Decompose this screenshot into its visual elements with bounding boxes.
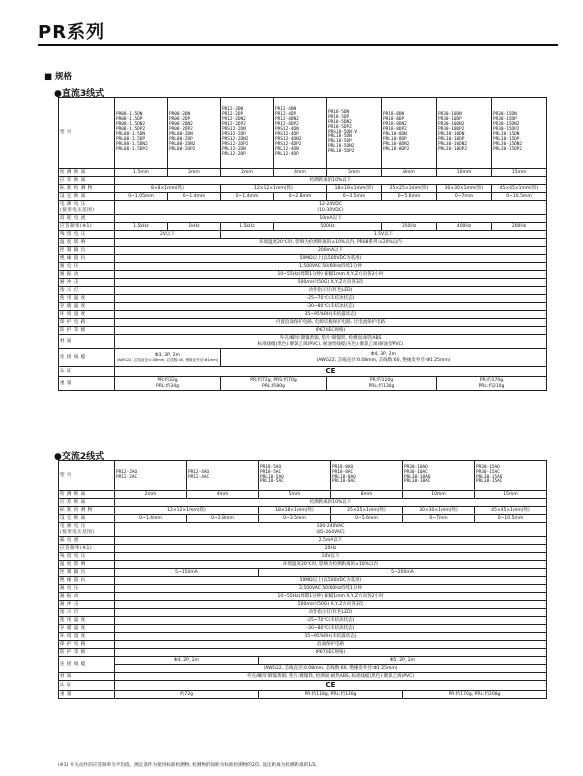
model-number: PR18-8AC — [332, 469, 354, 475]
cell: 0~1.4mm — [115, 515, 187, 523]
ac-model-cell — [403, 461, 475, 491]
cell: 10mm — [437, 169, 492, 177]
row-label-sub: (使用电压范围) — [60, 529, 95, 535]
cell: 25×25×1mm(铁) — [382, 185, 437, 193]
cell: -30~80℃(未结冰状态) — [115, 625, 547, 633]
model-number: PRL08-1.5DP2 — [116, 146, 148, 152]
model-number: PRL18-8DN — [383, 132, 407, 137]
cell-line: 100-240VAC — [316, 524, 345, 530]
row-label: 残 留 电 压 — [59, 553, 115, 561]
row-label: 应答频率(※1) — [59, 223, 115, 231]
cell: 4mm — [274, 169, 327, 177]
model-number: PR18-8DN2 — [383, 122, 407, 128]
row-label: 温 度 影 响 — [59, 239, 115, 247]
row-label: 认 证 — [59, 681, 115, 691]
cell: 0~5.6mm — [331, 515, 403, 523]
cell: 1.5kHz — [221, 223, 274, 231]
row-label: 设 定 距 离 — [59, 193, 115, 201]
cell: 30×30×1mm(铁) — [403, 507, 475, 515]
cell: PR:约170g, PRL:约208g — [403, 691, 547, 699]
model-number: PRL18-5DN — [328, 134, 352, 140]
cell-line: Φ3, 3P, 2m — [155, 352, 180, 358]
model-number: PR12-2DP — [222, 112, 244, 118]
row-label: 环 境 湿 度 — [59, 311, 115, 319]
ac-section-heading: ●交流2线式 — [54, 452, 105, 462]
row-label: 材 质 — [59, 673, 115, 681]
cell-line: (AWG22, 芯线直径:0.08mm, 芯线数:40, 绝缘皮外径:Φ1mm) — [116, 358, 219, 363]
dc-section-heading: ●直流3线式 — [54, 89, 105, 99]
cell: 10mm — [403, 491, 475, 499]
model-number: PR30-15AO — [476, 464, 500, 470]
row-label: 耐 冲 击 — [59, 279, 115, 287]
model-number: PRL18-5DP — [328, 139, 352, 145]
row-label: 使 用 温 度 — [59, 295, 115, 303]
model-number: PRS12-4DP — [275, 132, 299, 137]
cell: 20Hz — [115, 545, 547, 553]
model-number: PR30-10DP — [438, 117, 462, 123]
row-label: 绝 缘 阻 抗 — [59, 255, 115, 263]
model-number: PR12-4AC — [188, 474, 210, 480]
dc-spec-table — [58, 97, 547, 391]
cell-line: Φ4, 3P, 2m — [371, 352, 396, 358]
cell: 环境温度20℃时, 影响为检测距离的±10%以内 — [115, 561, 547, 569]
cell-line: (85-264VAC) — [316, 529, 345, 535]
model-number: PR30-15DN — [493, 112, 517, 118]
cell: 50MΩ以上(以500VDC为基准) — [115, 255, 547, 263]
cell-line: PR:约32g — [157, 378, 178, 384]
model-number: PRL18-8AO — [332, 474, 356, 480]
cell-line: PRL:约80g — [262, 383, 285, 389]
cell: 35~95%RH(未结露状态) — [115, 633, 547, 641]
cell-line: PRL:约130g — [368, 383, 395, 389]
model-number: PR12-2DN — [222, 107, 244, 113]
footnote: (※1) 开关动作的应答频率为平均值。测定条件为使用标准检测物, 检测物的间距为标准检测物的2倍, 设定距离为检测距离的1/2。 — [58, 763, 321, 768]
model-number: PR18-5AO — [260, 464, 282, 470]
cell — [327, 377, 437, 391]
cell: 外壳/螺母:镀镍黄铜, 垫片:镀镍铁, 检测面:耐热ABS, 标准线缆(黑色):聚氯乙烯(PVC) — [115, 673, 547, 681]
cell: -30~80℃(未结冰状态) — [115, 303, 547, 311]
cell: 2V以下 — [115, 231, 221, 239]
model-number: PRS12-4DN — [275, 127, 299, 133]
model-number: PR30-15DP — [493, 117, 517, 123]
cell: 0~2.8mm — [187, 515, 259, 523]
model-number: PRL18-8DP — [383, 136, 407, 142]
cell: 5mm — [327, 169, 382, 177]
row-label: 防 护 等 级 — [59, 649, 115, 657]
model-number: PRS12-2DN — [222, 127, 246, 133]
model-number: PR12-4DP — [275, 112, 297, 118]
model-number: PRL12-4DP — [275, 151, 299, 157]
model-number: PRL18-5AC — [260, 479, 284, 485]
model-number: PR12-2DP2 — [222, 122, 246, 128]
cell: 500Hz — [274, 223, 382, 231]
model-number: PR08-2DP — [169, 117, 191, 123]
model-number: PR30-10DN2 — [438, 122, 465, 128]
model-number: PR08-1.5DN — [116, 112, 143, 118]
model-number: PRL08-2DN — [169, 132, 193, 137]
row-label: 重 量 — [59, 377, 115, 391]
row-label: 耐 电 压 — [59, 263, 115, 271]
dc-model-cell — [327, 98, 382, 169]
cell: 12×12×1mm(铁) — [115, 507, 259, 515]
row-label: 使 用 温 度 — [59, 617, 115, 625]
row-label: 耐 电 压 — [59, 585, 115, 593]
spec-heading: ■ 规格 — [44, 72, 72, 82]
dc-model-cell — [274, 98, 327, 169]
dc-model-cell — [168, 98, 221, 169]
cell: 30×30×1mm(铁) — [437, 185, 492, 193]
cell: 45×45×1mm(铁) — [492, 185, 547, 193]
row-label: 存 储 温 度 — [59, 303, 115, 311]
row-label: 消 耗 电 流 — [59, 215, 115, 223]
cell: (AWG22, 芯线直径:0.08mm, 芯线数:60, 绝缘皮外径:Φ1.25mm) — [115, 665, 547, 673]
ac-model-cell — [475, 461, 547, 491]
cell: 4mm — [187, 491, 259, 499]
cell: 2.5mA以下 — [115, 537, 547, 545]
cell: 2mm — [115, 491, 187, 499]
model-number: PRL30-15DP2 — [493, 146, 523, 152]
model-number: PRL08-1.5DP — [116, 136, 146, 142]
row-label: 保 护 电 路 — [59, 641, 115, 649]
dc-model-label: 型 号 — [59, 98, 115, 169]
row-label: 标 准 检 测 物 — [59, 185, 115, 193]
cell-line: 标准线缆(黑色):聚氯乙烯(PVC), 耐油型线缆(灰色):聚氯乙烯(耐油型PVC) — [257, 341, 404, 347]
cell: 内置浪涌保护电路, 电源反极保护电路, 过电流保护电路 — [115, 319, 547, 327]
dc-model-cell — [221, 98, 274, 169]
model-number: PR12-4AO — [188, 469, 210, 475]
cell: 200mA以下 — [115, 247, 547, 255]
model-number: PR08-1.5DN2 — [116, 122, 146, 128]
row-label: 材 质 — [59, 335, 115, 349]
cell: 0~7mm — [437, 193, 492, 201]
model-number: PRS12-2DN2 — [222, 136, 249, 142]
cell: 18×18×1mm(铁) — [259, 507, 331, 515]
title-divider — [38, 44, 558, 46]
cell: 1kHz — [168, 223, 221, 231]
model-number: PR08-2DN — [169, 112, 191, 118]
cell: PR:约118g, PRL:约130g — [259, 691, 403, 699]
cell: 2mm — [221, 169, 274, 177]
model-number: PR08-2DP2 — [169, 127, 193, 133]
ac-model-cell — [187, 461, 259, 491]
row-label: 控 制 输 出 — [59, 247, 115, 255]
ce-mark-icon: CE — [115, 681, 547, 691]
cell: 50MΩ以上(以500VDC为基准) — [115, 577, 547, 585]
row-label: 存 储 温 度 — [59, 625, 115, 633]
cell: 0~7mm — [403, 515, 475, 523]
model-number: PR18-5DN — [328, 109, 350, 115]
cell: 5~200mA — [259, 569, 547, 577]
cell — [115, 349, 221, 367]
cell: 0~1.4mm — [221, 193, 274, 201]
cell: 8×8×1mm(铁) — [115, 185, 221, 193]
cell: 500m/s²(50G) X,Y,Z方向各3次 — [115, 601, 547, 609]
cell: 35~95%RH(未结露状态) — [115, 311, 547, 319]
model-number: PRS12-2DP2 — [222, 141, 249, 147]
cell: 0~1.05mm — [115, 193, 168, 201]
row-label: 应 差 距 离 — [59, 177, 115, 185]
row-label: 绝 缘 阻 抗 — [59, 577, 115, 585]
model-number: PRL30-15DN2 — [493, 141, 523, 147]
model-number: PRL08-2DP2 — [169, 146, 196, 152]
model-number: PR12-4DN2 — [275, 117, 299, 123]
cell-line: (10-30VDC) — [317, 207, 344, 213]
row-label: 防 护 等 级 — [59, 327, 115, 335]
model-number: PR08-1.5DP — [116, 117, 143, 123]
cell: 500m/s²(50G) X,Y,Z方向各3次 — [115, 279, 547, 287]
cell: 1.5V以下 — [221, 231, 547, 239]
row-label: 耐 冲 击 — [59, 601, 115, 609]
model-number: PR12-2AC — [116, 474, 138, 480]
row-label — [59, 523, 115, 537]
ac-spec-table — [58, 460, 547, 699]
cell: 12×12×1mm(铁) — [221, 185, 327, 193]
cell-line: PR:约72g, PRS:约70g — [250, 378, 297, 384]
model-number: PR18-5DN2 — [328, 119, 352, 125]
cell-line: PR:约110g — [369, 378, 394, 384]
row-label-main: 电 源 电 压 — [60, 524, 86, 530]
cell: 8mm — [331, 491, 403, 499]
row-label: 连 接 线 缆 — [59, 349, 115, 367]
model-number: PRL30-15AO — [476, 474, 503, 480]
model-number: PR18-5DP2 — [328, 124, 352, 130]
cell: 10mA以下 — [115, 215, 547, 223]
model-number: PR12-4DP2 — [275, 122, 299, 128]
cell — [115, 335, 547, 349]
model-number: PR18-8DP — [383, 117, 405, 123]
model-number: PR18-8DP2 — [383, 127, 407, 133]
model-number: PRL30-10DP2 — [438, 146, 468, 152]
model-number: PR18-8DN — [383, 112, 405, 118]
model-number: PR18-5DP — [328, 114, 350, 120]
model-number: PR12-4DN — [275, 107, 297, 113]
model-number: PRL12-4DN — [275, 146, 299, 152]
model-number: PRL18-5AO — [260, 474, 284, 480]
model-number: PRL08-2DP — [169, 136, 193, 142]
cell: 10~55Hz(周期1分钟) 振幅1mm X,Y,Z方向各2小时 — [115, 593, 547, 601]
cell: 10V以下 — [115, 553, 547, 561]
model-number: PRS12-2DP — [222, 132, 246, 137]
cell: 400Hz — [437, 223, 492, 231]
model-number: PRL18-8DP2 — [383, 146, 410, 152]
cell: 0~10.5mm — [492, 193, 547, 201]
row-label: 漏 电 流 — [59, 537, 115, 545]
cell: IP67(IEC规格) — [115, 649, 547, 657]
cell: 0~2.8mm — [274, 193, 327, 201]
cell — [115, 201, 547, 215]
cell: 约72g — [115, 691, 259, 699]
cell — [221, 349, 547, 367]
row-label: 指 示 灯 — [59, 287, 115, 295]
ac-model-label: 型 号 — [59, 461, 115, 491]
model-number: PRL12-2DP — [222, 151, 246, 157]
model-number: PRL30-15DN — [493, 132, 520, 137]
ac-model-cell — [115, 461, 187, 491]
row-label: 认 证 — [59, 367, 115, 377]
cell: 5mm — [259, 491, 331, 499]
row-label — [59, 201, 115, 215]
model-number: PRL30-10AO — [404, 474, 431, 480]
model-number: PR30-10DN — [438, 112, 462, 118]
cell: 0~5.6mm — [382, 193, 437, 201]
dc-model-cell — [382, 98, 437, 169]
dc-model-cell — [115, 98, 168, 169]
model-number: PRL30-10AC — [404, 479, 431, 485]
model-number: PR18-5AC — [260, 469, 282, 475]
row-label: 重 量 — [59, 691, 115, 699]
cell: 5~150mA — [115, 569, 259, 577]
cell-line: PRL:约34g — [156, 383, 179, 389]
cell: 0~3.5mm — [327, 193, 382, 201]
model-number: PR30-10DP2 — [438, 127, 465, 133]
cell: -25~70℃(未结冰状态) — [115, 617, 547, 625]
model-number: PRL30-10DN2 — [438, 141, 468, 147]
cell: 2mm — [168, 169, 221, 177]
model-number: PRL30-10DN — [438, 132, 465, 137]
cell: 8mm — [382, 169, 437, 177]
row-label: 残 留 电 压 — [59, 231, 115, 239]
model-number: PR30-15DN2 — [493, 122, 520, 128]
cell: 10~55Hz(周期1分钟) 振幅1mm X,Y,Z方向各2小时 — [115, 271, 547, 279]
row-label: 温 度 影 响 — [59, 561, 115, 569]
model-number: PR30-10AO — [404, 464, 428, 470]
cell-line: PRL:约210g — [478, 383, 505, 389]
cell-line: PR:约170g — [479, 378, 504, 384]
model-number: PRL30-15DP — [493, 136, 520, 142]
cell: 1.5kHz — [115, 223, 168, 231]
model-number: PRL08-2DN2 — [169, 141, 196, 147]
cell: 18×18×1mm(铁) — [327, 185, 382, 193]
cell: 0~3.5mm — [259, 515, 331, 523]
cell — [221, 377, 327, 391]
model-number: PRS12-4DP2 — [275, 141, 302, 147]
row-label: 连 接 线 缆 — [59, 657, 115, 673]
dc-model-cell — [437, 98, 492, 169]
ac-model-cell — [331, 461, 403, 491]
model-number: PRL30-15AC — [476, 479, 503, 485]
row-label: 应 差 距 离 — [59, 499, 115, 507]
row-label: 检 测 距 离 — [59, 169, 115, 177]
cell — [115, 377, 221, 391]
cell: Φ5, 2P, 2m — [259, 657, 547, 665]
ac-model-cell — [259, 461, 331, 491]
cell: -25~70℃(未结冰状态) — [115, 295, 547, 303]
row-label: 指 示 灯 — [59, 609, 115, 617]
cell: 检测距离的10%以下 — [115, 499, 547, 507]
model-number: PRL18-5DP2 — [328, 149, 355, 155]
cell: 15mm — [492, 169, 547, 177]
model-number: PR30-10AC — [404, 469, 428, 475]
row-label: 控 制 输 出 — [59, 569, 115, 577]
page-title: PR系列 — [38, 22, 106, 43]
cell: 350Hz — [382, 223, 437, 231]
model-number: PR30-15DP2 — [493, 127, 520, 133]
model-number: PR08-2DN2 — [169, 122, 193, 128]
cell: 动作指示灯(红色LED) — [115, 609, 547, 617]
row-label: 检 测 距 离 — [59, 491, 115, 499]
model-number: PRL08-1.5DN2 — [116, 141, 148, 147]
model-number: PR12-2AO — [116, 469, 138, 475]
cell: 浪涌保护电路 — [115, 641, 547, 649]
model-number: PRL18-8DN2 — [383, 141, 410, 147]
row-label-main: 电 源 电 压 — [60, 202, 86, 208]
cell: 45×45×1mm(铁) — [475, 507, 547, 515]
model-number: PRL12-2DN — [222, 146, 246, 152]
cell: 2,500VAC 50/60Hz持续1分钟 — [115, 585, 547, 593]
row-label-sub: (使用电压范围) — [60, 207, 95, 213]
row-label: 耐 振 动 — [59, 271, 115, 279]
model-number: PR12-2DN2 — [222, 117, 246, 123]
cell: IP67(IEC规格) — [115, 327, 547, 335]
row-label: 应答频率(※1) — [59, 545, 115, 553]
model-number: PR18-8AO — [332, 464, 354, 470]
model-number: PRS18-5DN-V — [328, 129, 358, 135]
cell: 环境温度20℃时, 影响为检测距离的±10%以内, PR08系列:±20%以内 — [115, 239, 547, 247]
model-number: PRL18-8AC — [332, 479, 356, 485]
cell: 动作指示灯(红色LED) — [115, 287, 547, 295]
cell: Φ4, 2P, 2m — [115, 657, 259, 665]
model-number: PRL30-10DP — [438, 136, 465, 142]
cell — [437, 377, 547, 391]
cell: 25×25×1mm(铁) — [331, 507, 403, 515]
cell: 检测距离的10%以下 — [115, 177, 547, 185]
cell: 200Hz — [492, 223, 547, 231]
cell — [115, 523, 547, 537]
model-number: PR30-15AC — [476, 469, 500, 475]
cell: 1.5mm — [115, 169, 168, 177]
row-label: 环 境 湿 度 — [59, 633, 115, 641]
dc-model-cell — [492, 98, 547, 169]
cell-line: 外壳/螺母:镀镍黄铜, 垫片:镀镍铁, 检测面:耐热ABS — [279, 336, 382, 342]
model-number: PR08-1.5DP2 — [116, 127, 146, 133]
model-number: PRS12-4DN2 — [275, 136, 302, 142]
row-label: 耐 振 动 — [59, 593, 115, 601]
cell-line: (AWG22, 芯线直径:0.08mm, 芯线数:60, 绝缘皮外径:Φ1.25mm) — [316, 357, 451, 363]
cell-line: 12-24VDC — [319, 202, 342, 208]
cell: 1,500VAC 50/60Hz持续1分钟 — [115, 263, 547, 271]
row-label: 标 准 检 测 物 — [59, 507, 115, 515]
model-number: PRL18-5DN2 — [328, 144, 355, 150]
cell: 0~1.4mm — [168, 193, 221, 201]
cell: 15mm — [475, 491, 547, 499]
ce-mark-icon: CE — [115, 367, 547, 377]
model-number: PRL08-1.5DN — [116, 132, 146, 137]
cell: 0~10.5mm — [475, 515, 547, 523]
row-label: 设 定 距 离 — [59, 515, 115, 523]
row-label: 保 护 电 路 — [59, 319, 115, 327]
